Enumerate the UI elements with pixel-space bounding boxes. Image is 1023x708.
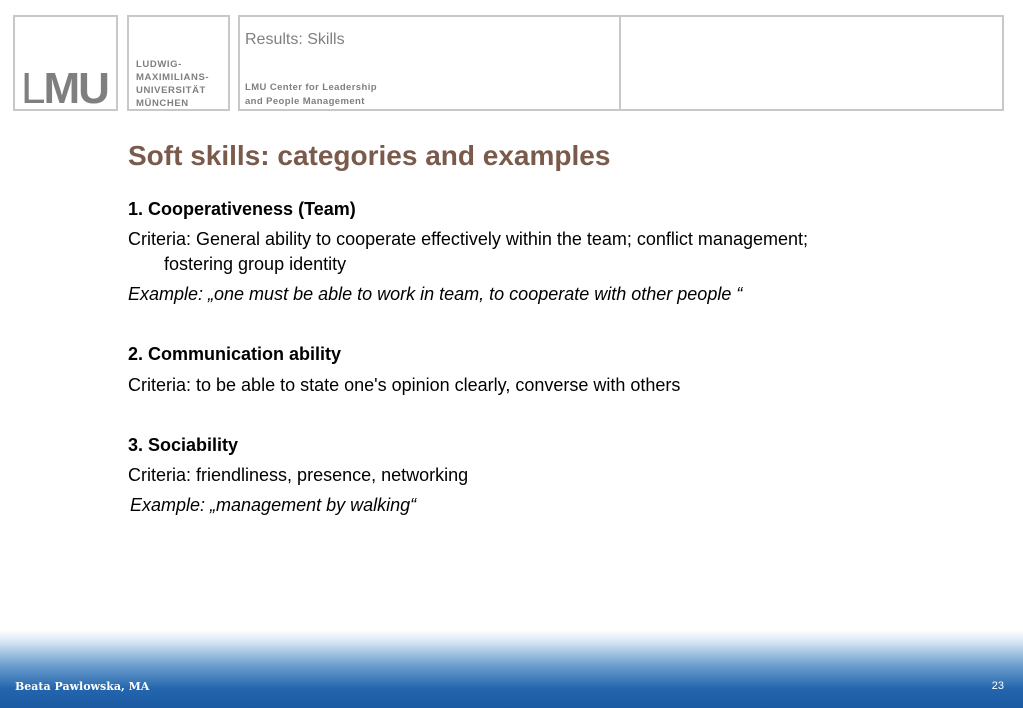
section-title: Results: Skills	[245, 31, 345, 48]
header-title-box	[238, 15, 1004, 111]
item-title-sociability: 3. Sociability	[128, 435, 239, 455]
university-name-line: LUDWIG-	[136, 59, 182, 70]
university-name-line: UNIVERSITÄT	[136, 85, 206, 96]
item-criteria-communication: Criteria: to be able to state one's opinion clearly, converse with others	[128, 375, 681, 395]
center-name-line: LMU Center for Leadership	[245, 82, 377, 93]
item-criteria-continuation: fostering group identity	[164, 254, 347, 274]
lmu-logo: LMU	[21, 64, 108, 113]
university-name-box	[127, 15, 230, 111]
footer-bar	[0, 630, 1023, 708]
university-name	[136, 58, 209, 110]
item-criteria-cooperativeness: Criteria: General ability to cooperate effectively within the team; conflict management;	[128, 229, 809, 249]
item-title-cooperativeness: 1. Cooperativeness (Team)	[128, 199, 356, 219]
university-name-line: MÜNCHEN	[136, 98, 189, 109]
page-number: 23	[991, 680, 1004, 692]
item-example-sociability: Example: „management by walking“	[130, 495, 417, 515]
university-name-line: MAXIMILIANS-	[136, 72, 210, 83]
slide-heading: Soft skills: categories and examples	[128, 140, 611, 171]
footer-author: Beata Pawlowska, MA	[15, 680, 150, 693]
center-name	[245, 81, 377, 109]
item-title-communication: 2. Communication ability	[128, 344, 342, 364]
header-divider	[619, 15, 621, 111]
item-criteria-sociability: Criteria: friendliness, presence, networking	[128, 465, 469, 485]
lmu-logo-box	[13, 15, 118, 111]
center-name-line: and People Management	[245, 96, 365, 107]
item-example-cooperativeness: Example: „one must be able to work in team, to cooperate with other people “	[128, 284, 743, 304]
